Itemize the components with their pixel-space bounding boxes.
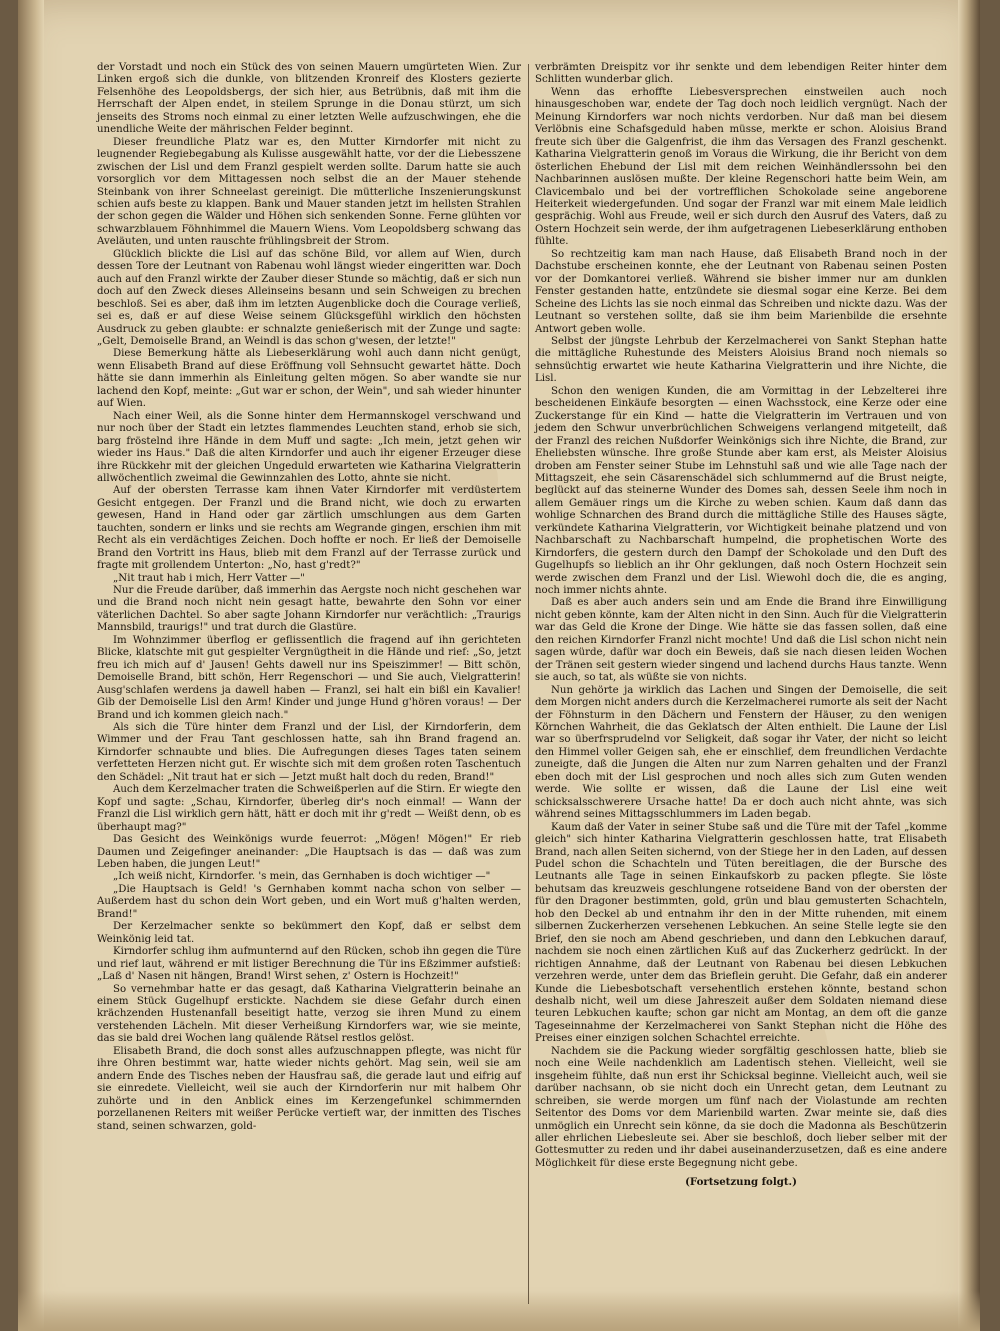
paragraph: Dieser freundliche Platz war es, den Mutter Kirndorfer mit nicht zu leugnender Regiebegabung als Kulisse ausgewählt hatte, vor der die Liebesszene zwischen der Lisl und dem Franzl gespielt werden sollte. Darum hatte sie auch vorsorglich vor dem Mittagessen noch selbst die an der Mauer stehende Steinbank von ihrer Schneelast gereinigt. Die mütterliche Inszenierungskunst schien aufs beste zu klappen. Bank und Mauer standen jetzt im hellsten Strahlen der schon gegen die Wälder und Höhen sich senkenden Sonne. Ferne glühten vor schwarzblauem Föhnhimmel die Mauern Wiens. Vom Leopoldsberg schwang das Aveläuten, und unten rauschte frühlingsbreit der Strom.	[97, 136, 521, 248]
page-edge-left	[18, 0, 44, 1331]
paragraph: Selbst der jüngste Lehrbub der Kerzelmacherei von Sankt Stephan hatte die mittägliche Ruhestunde des Meisters Aloisius Brand noch niemals so sehnsüchtig erwartet wie heute Katharina Vielgratterin und ihre Nichte, die Lisl.	[535, 335, 947, 385]
page-bottom-shade	[18, 1291, 980, 1331]
paragraph: Daß es aber auch anders sein und am Ende die Brand ihre Einwilligung nicht geben könnte, kam der Alten nicht in den Sinn. Auch für die Vielgratterin war das Geld die Krone der Dinge. Wie hätte sie das fassen sollen, daß eine den reichen Kirndorfer Franzl nicht mochte! Und daß die Lisl schon nicht nein sagen würde, dafür war doch ein Beweis, daß sie nach diesen leiden Wochen der Tränen seit gestern wieder singend und lachend durchs Haus tanzte. Wenn sie auch, so tat, als wüßte sie von nichts.	[535, 597, 947, 684]
text-column-right	[535, 62, 947, 1189]
paragraph: So vernehmbar hatte er das gesagt, daß Katharina Vielgratterin beinahe an einem Stück Gugelhupf erstickte. Nachdem sie diese Gefahr durch einen krächzenden Hustenanfall beseitigt hatte, verzog sie ihren Mund zu einem verstehenden Lächeln. Mit dieser Verheißung Kirndorfers war, wie sie meinte, das sie bald drei Wochen lang quälende Rätsel restlos gelöst.	[97, 983, 521, 1045]
paragraph: Elisabeth Brand, die doch sonst alles aufzuschnappen pflegte, was nicht für ihre Ohren bestimmt war, hatte wieder nichts gehört. Mag sein, weil sie am andern Ende des Tisches neben der Hausfrau saß, die gerade laut und eifrig auf sie einredete. Vielleicht, weil sie auch der Kirndorferin nur mit halbem Ohr zuhörte und in den Anblick eines im Kerzengefunkel schimmernden porzellanenen Reiters mit weißer Perücke vertieft war, der inmitten des Tisches stand, seinen schwarzen, gold-	[97, 1045, 521, 1132]
page-edge-right	[958, 0, 980, 1331]
paragraph: Nur die Freude darüber, daß immerhin das Aergste noch nicht geschehen war und die Brand noch nicht nein gesagt hatte, bewahrte den Sohn vor einer väterlichen Dachtel. So aber sagte Johann Kirndorfer nur verächtlich: „Traurigs Mannsbild, traurigs!" und trat durch die Glastüre.	[97, 585, 521, 634]
continuation-note: (Fortsetzung folgt.)	[685, 1176, 797, 1189]
paragraph: „Ich weiß nicht, Kirndorfer. 's mein, das Gernhaben is doch wichtiger —"	[113, 871, 491, 883]
paragraph: Das Gesicht des Weinkönigs wurde feuerrot: „Mögen! Mögen!" Er rieb Daumen und Zeigefinger aneinander: „Die Hauptsach is das — daß was zum Leben haben, die jungen Leut!"	[97, 834, 521, 870]
paragraph: Im Wohnzimmer überflog er geflissentlich die fragend auf ihn gerichteten Blicke, klatschte mit gut gespielter Vergnügtheit in die Hände und rief: „So, jetzt freu ich mich auf d' Jausen! Gehts dawell nur ins Speiszimmer! — Bitt schön, Demoiselle Brand, bitt schön, Herr Regenschori — und Sie auch, Vielgratterin! Ausg'schlafen werdens ja dawell haben — Franzl, sei halt ein bißl ein Kavalier! Gib der Demoiselle Lisl den Arm! Kinder und junge Hund g'hören voraus! — Der Brand und ich kommen gleich nach."	[97, 634, 521, 721]
text-column-left	[97, 62, 521, 1133]
paragraph: Glücklich blickte die Lisl auf das schöne Bild, vor allem auf Wien, durch dessen Tore der Leutnant von Rabenau wohl längst wieder eingeritten war. Doch auch auf den Franzl wirkte der Zauber dieser Stunde so mächtig, daß er sich nun doch auf den Zweck dieses Alleinseins besann und sein Schweigen zu brechen beschloß. Sei es aber, daß ihm im letzten Augenblicke doch die Courage verließ, sei es, daß er auf diese Weise seinem Glücksgefühl wirklich den höchsten Ausdruck zu geben glaubte: er schnalzte genießerisch mit der Zunge und sagte: „Gelt, Demoiselle Brand, an Weindl is das schon g'wesen, der letzte!"	[97, 248, 521, 347]
paragraph: Nachdem sie die Packung wieder sorgfältig geschlossen hatte, blieb sie noch eine Weile nachdenklich am Ladentisch stehen. Vielleicht, weil sie insgeheim fühlte, daß nun erst ihr Schicksal beginne. Vielleicht auch, weil sie darüber nachsann, ob sie nicht doch ein Unrecht getan, dem Leutnant zu schreiben, sie werde morgen um fünf nach der Violastunde am rechten Seitentor des Doms vor dem Marienbild warten. Zwar meinte sie, daß dies unmöglich ein Unrecht sein könne, da sie doch die Madonna als Beschützerin aller ehrlichen Liebesleute sei. Aber sie beschloß, doch lieber selber mit der Gottesmutter zu reden und ihr dabei auseinanderzusetzen, daß es eine andere Möglichkeit für diese erste Begegnung nicht gebe.	[535, 1045, 947, 1169]
paragraph: „Die Hauptsach is Geld! 's Gernhaben kommt nacha schon von selber — Außerdem hast du schon dein Wort geben, und ein Wort muß g'halten werden, Brand!"	[97, 883, 521, 920]
paragraph: Wenn das erhoffte Liebesversprechen einstweilen auch noch hinausgeschoben war, endete der Tag doch noch leidlich vergnügt. Nach der Meinung Kirndorfers war noch nichts verdorben. Nur daß man bei diesem Verlöbnis eine Schafsgeduld haben müsse, merkte er schon. Aloisius Brand freute sich über die Galgenfrist, die ihm das Versagen des Franzl geschenkt. Katharina Vielgratterin genoß im Voraus die Wirkung, die ihr Bericht von dem österlichen Ehebund der Lisl mit dem reichen Weinhändlerssohn bei den Nachbarinnen auslösen mußte. Der kleine Regenschori hatte beim Wein, am Clavicembalo und bei der vortrefflichen Schokolade seine angeborene Heiterkeit wiedergefunden. Und sogar der Franzl war mit einem Male leidlich gesprächig. Wohl aus Freude, weil er sich durch den Ausruf des Vaters, daß zu Ostern Hochzeit sein werde, der ihm aufgetragenen Liebeserklärung enthoben fühlte.	[535, 86, 947, 248]
paragraph: Auch dem Kerzelmacher traten die Schweißperlen auf die Stirn. Er wiegte den Kopf und sagte: „Schau, Kirndorfer, überleg dir's noch einmal! — Wann der Franzl die Lisl wirklich gern hätt, hätt er doch mit ihr g'redt — Weißt denn, ob es überhaupt mag?"	[97, 784, 521, 833]
paragraph: Der Kerzelmacher senkte so bekümmert den Kopf, daß er selbst dem Weinkönig leid tat.	[97, 921, 521, 945]
paragraph: Kaum daß der Vater in seiner Stube saß und die Türe mit der Tafel „komme gleich" sich hinter Katharina Vielgratterin geschlossen hatte, trat Elisabeth Brand, nach allen Seiten sichernd, von der Stiege her in den Laden, auf dessen Pudel schon die Schachteln und Tüten bereitlagen, die der Bursche des Leutnants alle Tage in seinen Einkaufskorb zu packen pflegte. Sie löste behutsam das kreuzweis geschlungene rotseidene Band von der obersten der für den Dragoner bestimmten, gold, grün und blau gemusterten Schachteln, hob den Deckel ab und entnahm ihr den in der Mitte ruhenden, mit einem silbernen Zuckerherzen versehenen Lebkuchen. An seine Stelle legte sie den Brief, den sie noch am Abend geschrieben, und dann den Lebkuchen darauf, nachdem sie noch einen zärtlichen Kuß auf das Zuckerherz gedrückt. In der richtigen Annahme, daß der Leutnant von Rabenau bei diesen Lebkuchen verzehren werde, unter dem das Brieflein geruht. Die Gefahr, daß ein anderer Kunde die Liebesbotschaft versehentlich erstehen könnte, bestand schon deshalb nicht, weil um diese Jahreszeit außer dem Soldaten niemand diese teuren Lebkuchen kaufte; schon gar nicht am Montag, an dem oft die ganze Tageseinnahme der Kerzelmacherei von Sankt Stephan nicht die Höhe des Preises einer einzigen solchen Schachtel erreichte.	[535, 821, 947, 1045]
paragraph: „Nit traut hab i mich, Herr Vatter —"	[113, 572, 305, 584]
paragraph: Auf der obersten Terrasse kam ihnen Vater Kirndorfer mit verdüstertem Gesicht entgegen. Der Franzl und die Brand nicht, wie doch zu erwarten gewesen, Hand in Hand oder gar zärtlich umschlungen aus dem Garten tauchten, sondern er links und sie rechts am Wegrande gingen, erschien ihm mit Recht als ein verdächtiges Zeichen. Doch hoffte er noch. Er ließ der Demoiselle Brand den Vortritt ins Haus, blieb mit dem Franzl auf der Terrasse zurück und fragte mit grollendem Unterton: „No, hast g'redt?"	[97, 485, 521, 572]
paragraph: der Vorstadt und noch ein Stück des von seinen Mauern umgürteten Wien. Zur Linken ergoß sich die dunkle, von blitzenden Kronreif des Klosters gezierte Felsenhöhe des Leopoldsbergs, der sich hier, aus Betrübnis, daß mit ihm die Herrschaft der Alpen endet, in steilem Sprunge in die Donau stürzt, um sich jenseits des Stroms noch einmal zu einer letzten Welle aufzuschwingen, ehe die unendliche Weite der mährischen Felder beginnt.	[97, 62, 521, 136]
paragraph: Kirndorfer schlug ihm aufmunternd auf den Rücken, schob ihn gegen die Türe und rief laut, während er mit listiger Berechnung die Tür ins Eßzimmer aufstieß: „Laß d' Nasen nit hängen, Brand! Wirst sehen, z' Ostern is Hochzeit!"	[97, 946, 521, 983]
paragraph: verbrämten Dreispitz vor ihr senkte und dem lebendigen Reiter hinter dem Schlitten wunderbar glich.	[535, 62, 947, 86]
paragraph: Nun gehörte ja wirklich das Lachen und Singen der Demoiselle, die seit dem Morgen nicht anders durch die Kerzelmacherei rumorte als seit der Nacht der Föhnsturm in den Dächern und Fenstern der Häuser, zu den wenigen Körnchen Wahrheit, die das Geklatsch der Alten enthielt. Die Laune der Lisl war so überfrsprudelnd vor Seligkeit, daß sogar ihr Vater, der nicht so leicht den Himmel voller Geigen sah, ehe er einschlief, dem freundlichen Verdachte zuneigte, daß die Jungen die Alten nur zum Narren gehalten und der Franzl eben doch mit der Lisl gesprochen und noch alles sich zum Guten wenden werde. Wie sollte er wissen, daß die Laune der Lisl eine weit schicksalsschwerere Ursache hatte! Da er doch auch nicht ahnte, was sich während seines Mittagsschlummers im Laden begab.	[535, 684, 947, 821]
paragraph: Als sich die Türe hinter dem Franzl und der Lisl, der Kirndorferin, dem Wimmer und der Frau Tant geschlossen hatte, sah ihn Brand fragend an. Kirndorfer schnaubte und blies. Die Aufregungen dieses Tages taten seinem verfetteten Herzen nicht gut. Er wischte sich mit dem großen roten Taschentuch den Schädel: „Nit traut hat er sich — Jetzt mußt halt doch du reden, Brand!"	[97, 722, 521, 783]
paragraph: Nach einer Weil, als die Sonne hinter dem Hermannskogel verschwand und nur noch über der Stadt ein letztes flammendes Leuchten stand, erhob sie sich, barg fröstelnd ihre Hände in dem Muff und sagte: „Ich mein, jetzt gehen wir wieder ins Haus." Daß die alten Kirndorfer und auch ihr eigener Erzeuger diese ihre Rückkehr mit der gleichen Ungeduld erwarteten wie Katharina Vielgratterin allwöchentlich zweimal die Gewinnzahlen des Lotto, ahnte sie nicht.	[97, 410, 521, 484]
paragraph: Schon den wenigen Kunden, die am Vormittag in der Lebzelterei ihre bescheidenen Einkäufe besorgten — einen Wachsstock, eine Kerze oder eine Zuckerstange für ein Kind — hatte die Vielgratterin im Vertrauen und von jedem den Schwur unverbrüchlichen Schweigens verlangend mitgeteilt, daß der Franzl des reichen Nußdorfer Weinkönigs sich ihre Nichte, die Brand, zur Eheliebsten wünsche. Ihre große Stunde aber kam erst, als Meister Aloisius droben am Fenster seiner Stube im Lehnstuhl saß und wie alle Tage nach der Mittagszeit, ehe sein Cäsarenschädel sich schlummernd auf die Brust neigte, beglückt auf das steinerne Wunder des Domes sah, dessen Seele ihm noch in allem Gemäuer rings um die Kirche zu weben schien. Kaum daß dann das wohlige Schnarchen des Brand durch die mittägliche Stille des Hauses sägte, verkündete Katharina Vielgratterin, vor Wichtigkeit beinahe platzend und von Nachbarschaft zu Nachbarschaft humpelnd, die prophetischen Worte des Kirndorfers, die gestern durch den Dampf der Schokolade und den Duft des Gugelhupfs so lieblich an ihr Ohr geklungen, daß noch Ostern Hochzeit sein werde zwischen dem Franzl und der Lisl. Wiewohl doch die, die es anging, noch immer nichts ahnte.	[535, 385, 947, 597]
column-divider	[528, 64, 529, 1304]
paragraph: Diese Bemerkung hätte als Liebeserklärung wohl auch dann nicht genügt, wenn Elisabeth Brand auf diese Eröffnung voll Sehnsucht gewartet hätte. Doch hätte sie dann immerhin als Einleitung gelten mögen. So aber wandte sie nur lachend den Kopf, meinte: „Gut war er schon, der Wein", und sah wieder hinunter auf Wien.	[97, 348, 521, 410]
paragraph: So rechtzeitig kam man nach Hause, daß Elisabeth Brand noch in der Dachstube erscheinen konnte, ehe der Leutnant von Rabenau seinen Posten vor der Domkantorei verließ. Während sie bisher immer nur am dunklen Fenster gestanden hatte, entzündete sie diesmal sogar eine Kerze. Bei dem Scheine des Lichts las sie noch einmal das Schreiben und nickte dazu. Was der Leutnant so verstehen sollte, daß sie ihm beim Marienbilde die ersehnte Antwort geben wolle.	[535, 248, 947, 335]
